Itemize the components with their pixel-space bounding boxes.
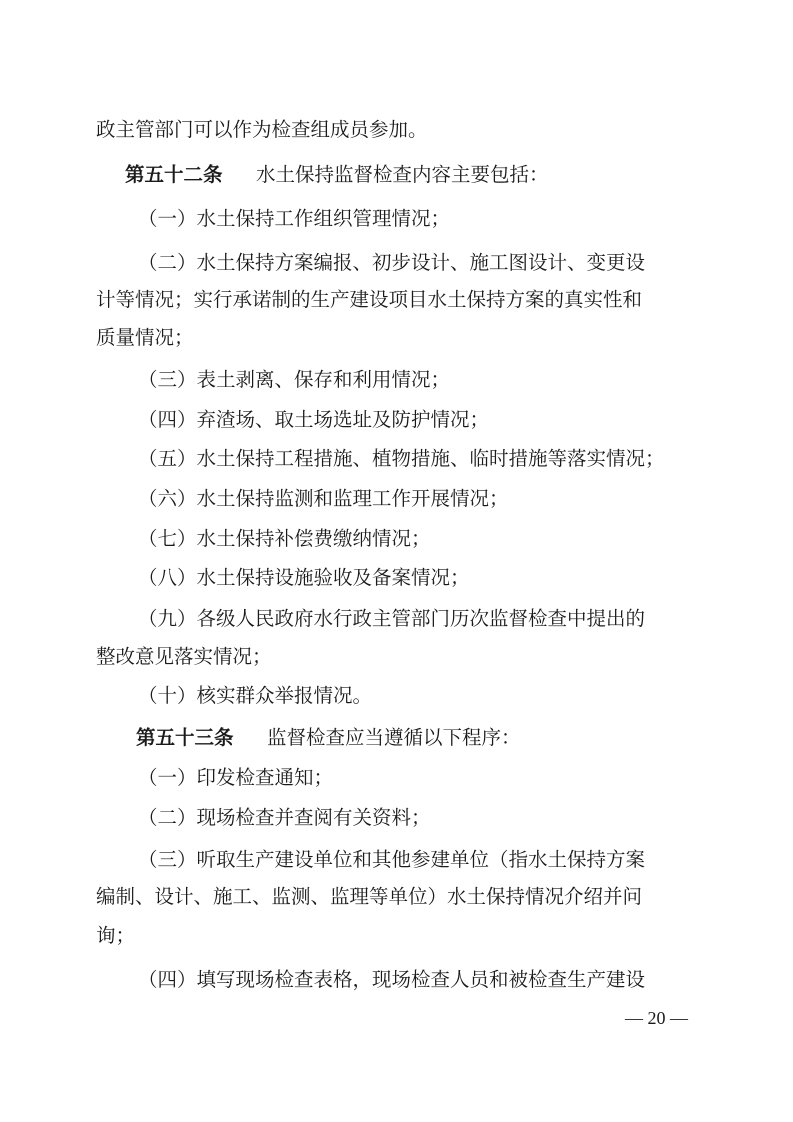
list-item-continuation bbox=[0, 282, 793, 318]
line-text: （十）核实群众举报情况。 bbox=[138, 684, 373, 707]
list-item bbox=[0, 962, 793, 998]
list-item-continuation bbox=[0, 639, 793, 675]
list-item-continuation bbox=[0, 918, 793, 954]
article-52-line bbox=[0, 157, 793, 193]
list-item bbox=[0, 481, 793, 517]
article-53-line bbox=[0, 720, 793, 756]
line-text: 编制、设计、施工、监测、监理等单位）水土保持情况介绍并问 bbox=[96, 885, 643, 908]
article-53-text: 监督检查应当遵循以下程序： bbox=[267, 726, 521, 749]
line-text: 政主管部门可以作为检查组成员参加。 bbox=[96, 118, 428, 141]
article-52-text: 水土保持监督检查内容主要包括： bbox=[256, 163, 549, 186]
line-text: （四）弃渣场、取土场选址及防护情况； bbox=[138, 408, 490, 431]
list-item bbox=[0, 760, 793, 796]
list-item bbox=[0, 560, 793, 596]
list-item bbox=[0, 842, 793, 878]
list-item bbox=[0, 402, 793, 438]
list-item bbox=[0, 800, 793, 836]
line-text: （一）印发检查通知； bbox=[138, 766, 334, 789]
line-text: （六）水土保持监测和监理工作开展情况； bbox=[138, 487, 509, 510]
text-line bbox=[0, 112, 793, 148]
list-item bbox=[0, 245, 793, 281]
line-text: （二）水土保持方案编报、初步设计、施工图设计、变更设 bbox=[138, 251, 646, 274]
article-52-heading: 第五十二条 bbox=[125, 163, 223, 186]
list-item bbox=[0, 362, 793, 398]
line-text: （一）水土保持工作组织管理情况； bbox=[138, 207, 451, 230]
line-text: （五）水土保持工程措施、植物措施、临时措施等落实情况； bbox=[138, 447, 665, 470]
list-item bbox=[0, 678, 793, 714]
line-text: （七）水土保持补偿费缴纳情况； bbox=[138, 527, 431, 550]
line-text: （九）各级人民政府水行政主管部门历次监督检查中提出的 bbox=[138, 607, 646, 630]
list-item bbox=[0, 521, 793, 557]
line-text: （八）水土保持设施验收及备案情况； bbox=[138, 566, 470, 589]
list-item-continuation bbox=[0, 320, 793, 356]
line-text: （四）填写现场检查表格，现场检查人员和被检查生产建设 bbox=[138, 968, 646, 991]
line-text: （三）表土剥离、保存和利用情况； bbox=[138, 368, 451, 391]
line-text: 质量情况； bbox=[96, 326, 194, 349]
list-item-continuation bbox=[0, 879, 793, 915]
list-item bbox=[0, 201, 793, 237]
list-item bbox=[0, 441, 793, 477]
line-text: 整改意见落实情况； bbox=[96, 645, 272, 668]
line-text: （二）现场检查并查阅有关资料； bbox=[138, 806, 431, 829]
line-text: （三）听取生产建设单位和其他参建单位（指水土保持方案 bbox=[138, 848, 646, 871]
list-item bbox=[0, 601, 793, 637]
line-text: 计等情况；实行承诺制的生产建设项目水土保持方案的真实性和 bbox=[96, 288, 643, 311]
line-text: 询； bbox=[96, 924, 136, 947]
article-53-heading: 第五十三条 bbox=[136, 726, 234, 749]
page-number: — 20 — bbox=[625, 1008, 688, 1028]
